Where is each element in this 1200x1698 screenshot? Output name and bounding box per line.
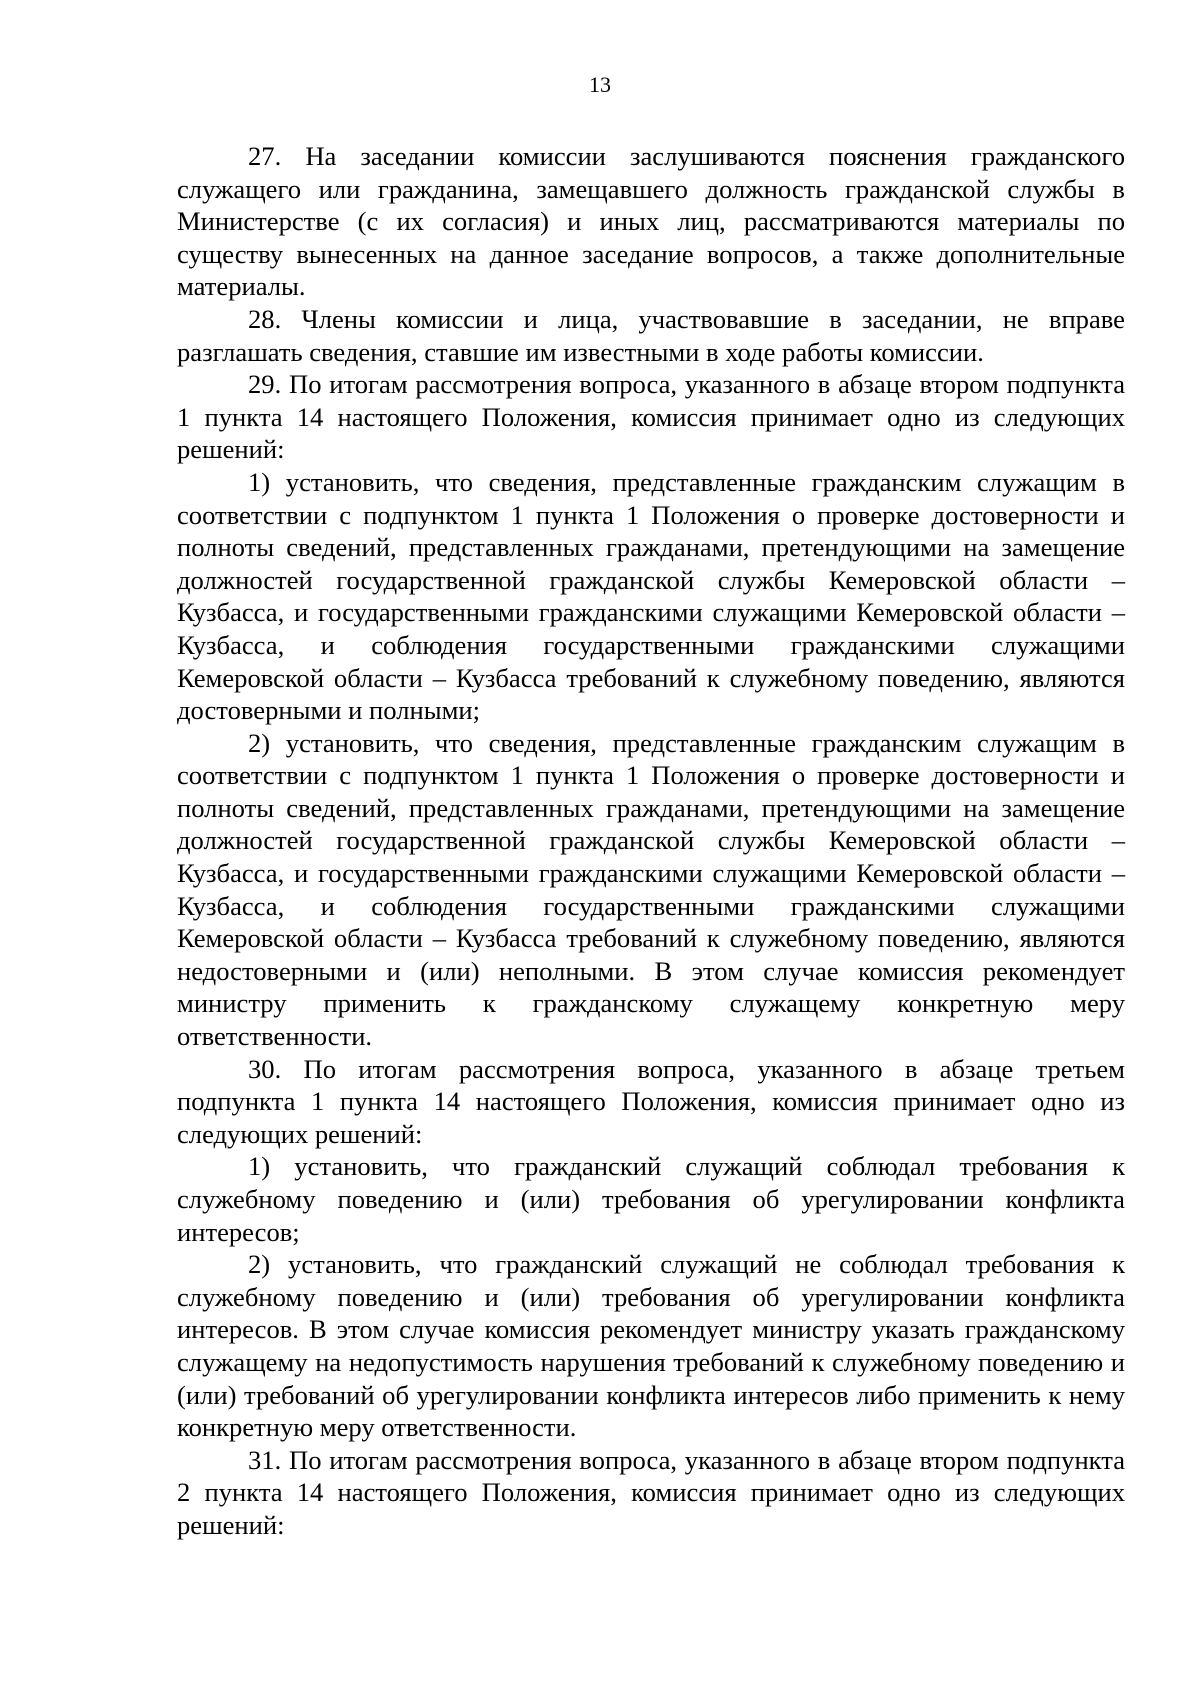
paragraph-28: 28. Члены комиссии и лица, участвовавшие в заседании, не вправе разглашать сведения, ставшие им известными в ходе работы комиссии. (177, 303, 1125, 367)
page-number: 13 (589, 72, 611, 97)
document-body (177, 140, 1125, 1542)
paragraph-30: 30. По итогам рассмотрения вопроса, указанного в абзаце третьем подпункта 1 пункта 14 настоящего Положения, комиссия принимает одно из следующих решений: (177, 1053, 1125, 1149)
paragraph-29-item-2: 2) установить, что сведения, представленные гражданским служащим в соответствии с подпунктом 1 пункта 1 Положения о проверке достоверности и полноты сведений, представленных гражданами, претендующими на замещение должностей государственной гражданской службы Кемеровской области – Кузбасса, и государственными гражданскими служащими Кемеровской области – Кузбасса, и соблюдения государственными гражданскими служащими Кемеровской области – Кузбасса требований к служебному поведению, являются недостоверными и (или) неполными. В этом случае комиссия рекомендует министру применить к гражданскому служащему конкретную меру ответственности. (177, 727, 1125, 1052)
paragraph-29: 29. По итогам рассмотрения вопроса, указанного в абзаце втором подпункта 1 пункта 14 настоящего Положения, комиссия принимает одно из следующих решений: (177, 369, 1125, 465)
paragraph-29-item-1: 1) установить, что сведения, представленные гражданским служащим в соответствии с подпунктом 1 пункта 1 Положения о проверке достоверности и полноты сведений, представленных гражданами, претендующими на замещение должностей государственной гражданской службы Кемеровской области – Кузбасса, и государственными гражданскими служащими Кемеровской области – Кузбасса, и соблюдения государственными гражданскими служащими Кемеровской области – Кузбасса требований к служебному поведению, являются достоверными и полными; (177, 466, 1125, 726)
paragraph-27: 27. На заседании комиссии заслушиваются пояснения гражданского служащего или гражданина, замещавшего должность гражданской службы в Министерстве (с их согласия) и иных лиц, рассматриваются материалы по существу вынесенных на данное заседание вопросов, а также дополнительные материалы. (177, 141, 1125, 302)
paragraph-30-item-1: 1) установить, что гражданский служащий соблюдал требования к служебному поведению и (или) требования об урегулировании конфликта интересов; (177, 1151, 1125, 1247)
paragraph-30-item-2: 2) установить, что гражданский служащий не соблюдал требования к служебному поведению и (или) требования об урегулировании конфликта интересов. В этом случае комиссия рекомендует министру указать гражданскому служащему на недопустимость нарушения требований к служебному поведению и (или) требований об урегулировании конфликта интересов либо применить к нему конкретную меру ответственности. (177, 1249, 1125, 1443)
paragraph-31: 31. По итогам рассмотрения вопроса, указанного в абзаце втором подпункта 2 пункта 14 настоящего Положения, комиссия принимает одно из следующих решений: (177, 1444, 1125, 1540)
